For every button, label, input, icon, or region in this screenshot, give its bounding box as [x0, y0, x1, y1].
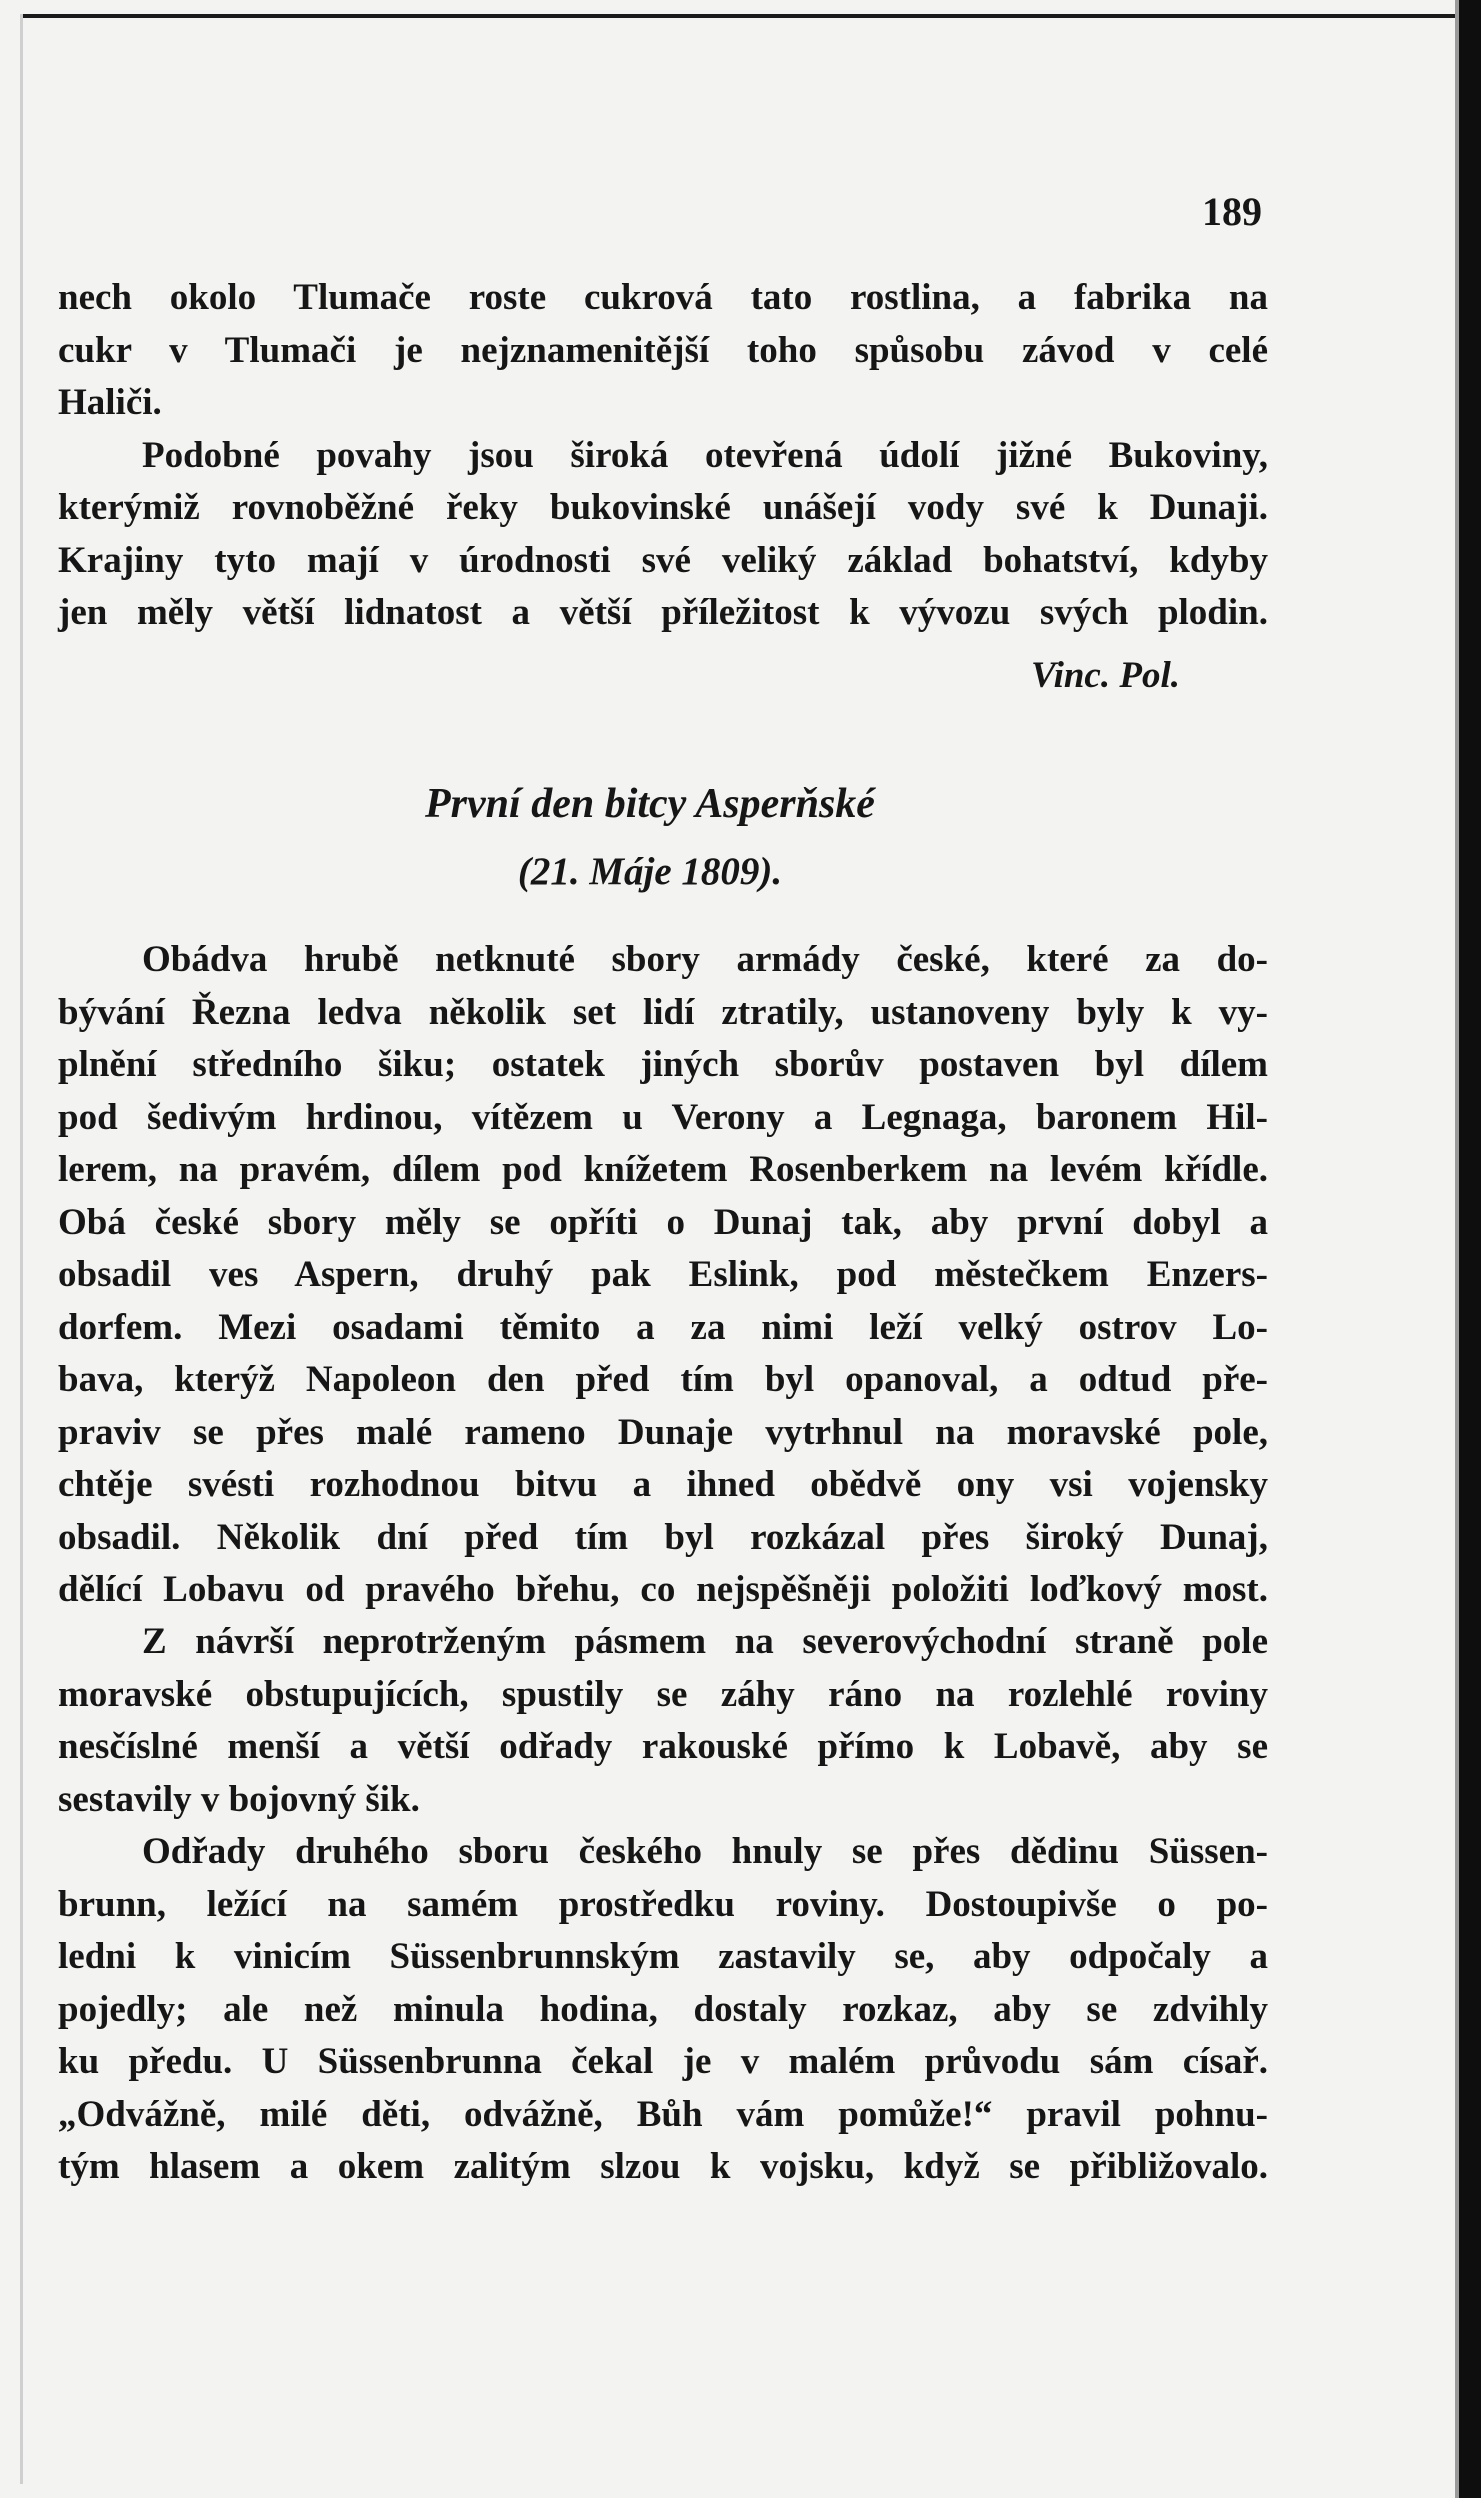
article-date: (21. Máje 1809). [517, 850, 783, 893]
article-title: První den bitcy Asperňské [425, 781, 875, 827]
text-line: brunn, ležící na samém prostředku roviny. Dostoupivše o po- [58, 1883, 1268, 1925]
text-line: praviv se přes malé rameno Dunaje vytrhnul na moravské pole, [58, 1411, 1268, 1453]
paragraph-3 [58, 1826, 1268, 2194]
paragraph-2 [58, 1616, 1268, 1826]
text-line: plnění středního šiku; ostatek jiných sborův postaven byl dílem [58, 1044, 1268, 1085]
page-top-border [20, 14, 1461, 18]
text-line: chtěje svésti rozhodnou bitvu a ihned obědvě ony vsi vojensky [58, 1464, 1268, 1505]
intro-text [58, 272, 1268, 640]
text-line: Krajiny tyto mají v úrodnosti své veliký základ bohatství, kdyby [58, 539, 1268, 581]
page-right-edge [1459, 0, 1481, 2498]
text-line: nesčíslné menší a větší odřady rakouské přímo k Lobavě, aby se [58, 1726, 1268, 1767]
text-line: ledni k vinicím Süssenbrunnským zastavily se, aby odpočaly a [58, 1936, 1268, 1977]
text-line: bývání Řezna ledva několik set lidí ztratily, ustanoveny byly k vy- [58, 991, 1268, 1033]
text-line: Odřady druhého sboru českého hnuly se přes dědinu Süssen- [142, 1831, 1268, 1872]
text-line: lerem, na pravém, dílem pod knížetem Rosenberkem na levém křídle. [58, 1149, 1268, 1190]
paragraph-1 [58, 934, 1268, 1617]
text-line: cukr v Tlumači je nejznamenitější toho spůsobu závod v celé [58, 329, 1268, 371]
text-line: jen měly větší lidnatost a větší příležitost k vývozu svých plodin. [58, 592, 1268, 633]
text-line: obsadil. Několik dní před tím byl rozkázal přes široký Dunaj, [58, 1516, 1268, 1558]
text-line: nech okolo Tlumače roste cukrová tato rostlina, a fabrika na [58, 277, 1268, 318]
text-line: sestavily v bojovný šik. [58, 1778, 420, 1820]
text-line: Z návrší neprotrženým pásmem na severovýchodní straně pole [142, 1621, 1268, 1662]
author-signature: Vinc. Pol. [1030, 655, 1180, 696]
text-line: pojedly; ale než minula hodina, dostaly rozkaz, aby se zdvihly [58, 1988, 1268, 2030]
text-line: Obá české sbory měly se opříti o Dunaj tak, aby první dobyl a [58, 1201, 1268, 1243]
page-left-edge [20, 14, 23, 2484]
text-line: pod šedivým hrdinou, vítězem u Verony a Legnaga, baronem Hil- [58, 1096, 1268, 1138]
text-line: moravské obstupujících, spustily se záhy ráno na rozlehlé roviny [58, 1673, 1268, 1715]
text-line: dorfem. Mezi osadami těmito a za nimi leží velký ostrov Lo- [58, 1306, 1268, 1348]
text-line: kterýmiž rovnoběžné řeky bukovinské unášejí vody své k Dunaji. [58, 487, 1268, 528]
text-line: Obádva hrubě netknuté sbory armády české, které za do- [142, 939, 1268, 980]
text-line: obsadil ves Aspern, druhý pak Eslink, pod městečkem Enzers- [58, 1254, 1268, 1295]
text-line: „Odvážně, milé děti, odvážně, Bůh vám pomůže!“ pravil pohnu- [58, 2093, 1268, 2135]
text-line: ku předu. U Süssenbrunna čekal je v malém průvodu sám císař. [58, 2041, 1268, 2082]
page-number: 189 [1202, 189, 1262, 234]
text-line: Haliči. [58, 382, 162, 423]
text-line: dělící Lobavu od pravého břehu, co nejspěšněji položiti loďkový most. [58, 1569, 1268, 1610]
text-line: bava, kterýž Napoleon den před tím byl opanoval, a odtud pře- [58, 1359, 1268, 1400]
text-line: tým hlasem a okem zalitým slzou k vojsku, když se přibližovalo. [58, 2146, 1268, 2187]
text-line: Podobné povahy jsou široká otevřená údolí jižné Bukoviny, [142, 434, 1268, 476]
